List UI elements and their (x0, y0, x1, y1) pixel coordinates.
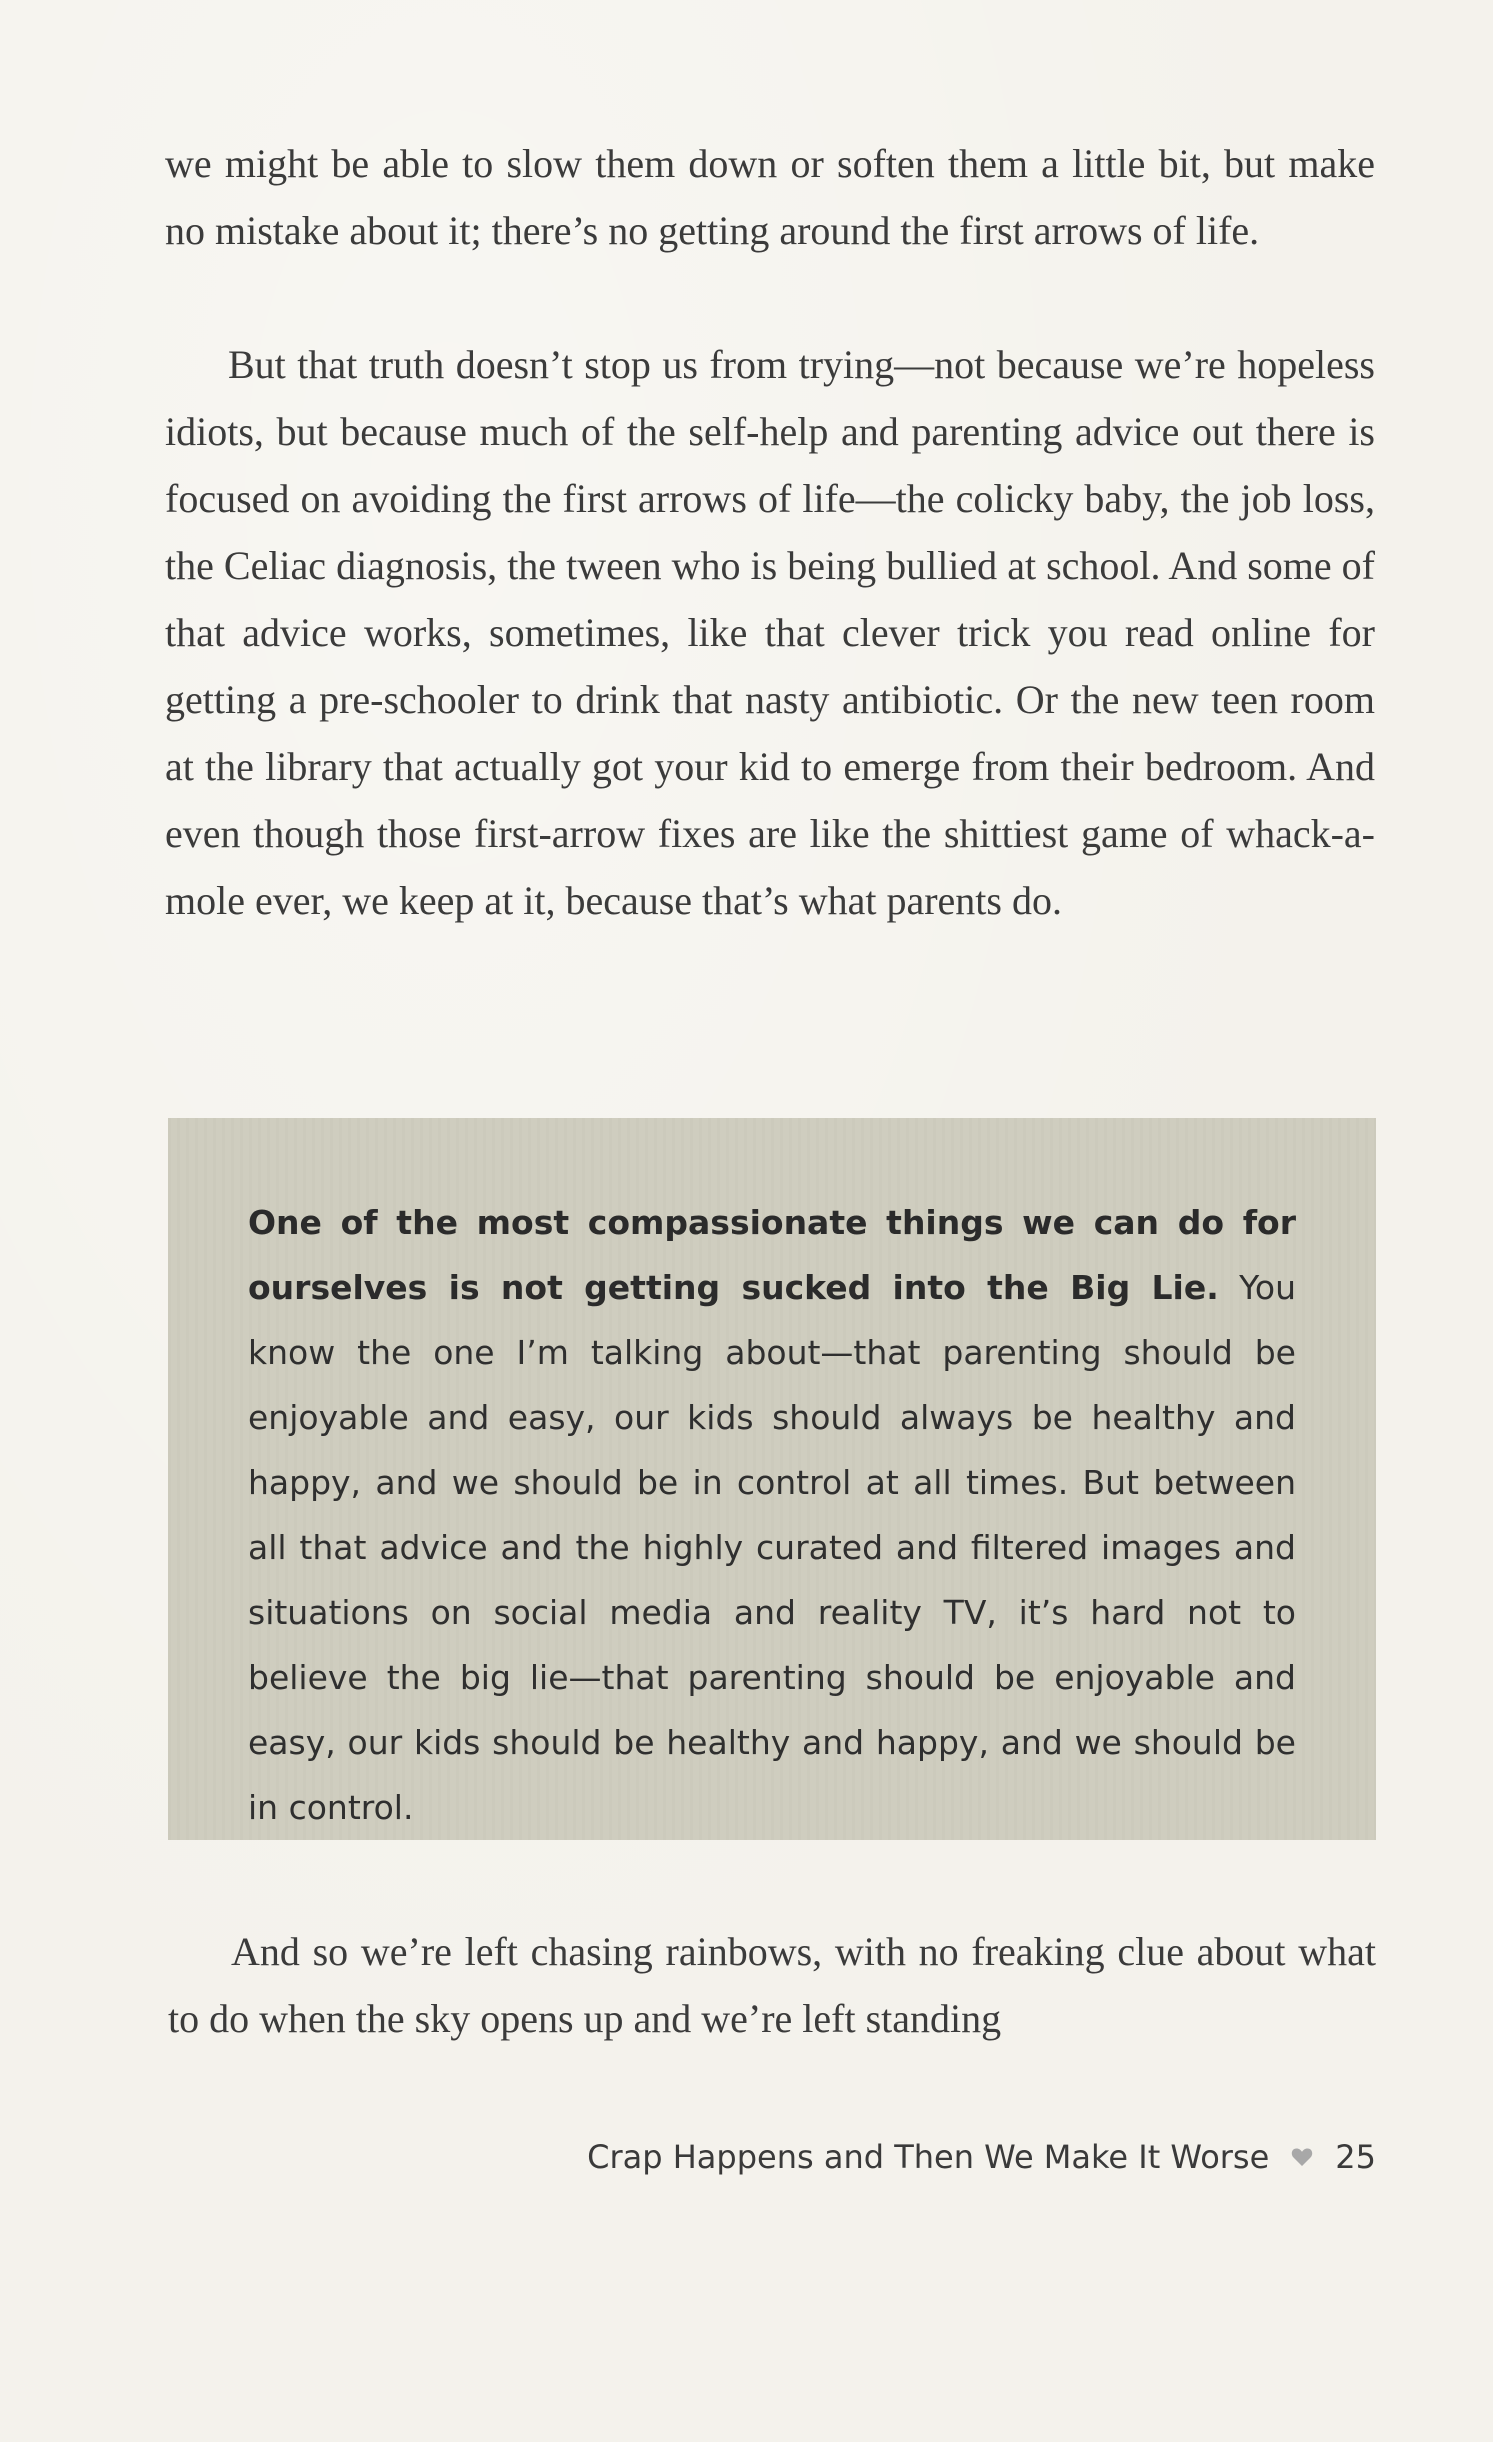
page-footer (587, 2138, 1376, 2176)
callout-box (168, 1118, 1376, 1840)
body-paragraph-2: But that truth doesn’t stop us from trying—not because we’re hopeless idiots, but because much of the self-help and parenting advice out there is focused on avoiding the first arrows of life—the colicky baby, the job loss, the Celiac diagnosis, the tween who is being bullied at school. And some of that advice works, sometimes, like that clever trick you read online for getting a pre-schooler to drink that nasty antibiotic. Or the new teen room at the library that actually got your kid to emerge from their bedroom. And even though those first-arrow fixes are like the shittiest game of whack-a-mole ever, we keep at it, because that’s what parents do. (165, 342, 1375, 923)
callout-body: You know the one I’m talking about—that parenting should be enjoyable and easy, our kids should always be healthy and happy, and we should be in control at all times. But between all that advice and the highly curated and filtered images and situations on social media and reality TV, it’s hard not to believe the big lie—that parenting should be enjoyable and easy, our kids should be healthy and happy, and we should be in control. (248, 1268, 1296, 1827)
page-number: 25 (1335, 2138, 1376, 2176)
heart-icon (1291, 2147, 1313, 2167)
callout-lead: One of the most compassionate things we can do for ourselves is not getting sucked into the Big Lie. (248, 1203, 1296, 1307)
body-paragraph-3: And so we’re left chasing rainbows, with no freaking clue about what to do when the sky opens up and we’re left standing (168, 1929, 1376, 2041)
running-title: Crap Happens and Then We Make It Worse (587, 2138, 1270, 2176)
callout-text (248, 1190, 1296, 1840)
body-paragraph-1: we might be able to slow them down or soften them a little bit, but make no mistake about it; there’s no getting around the first arrows of life. (165, 141, 1375, 253)
